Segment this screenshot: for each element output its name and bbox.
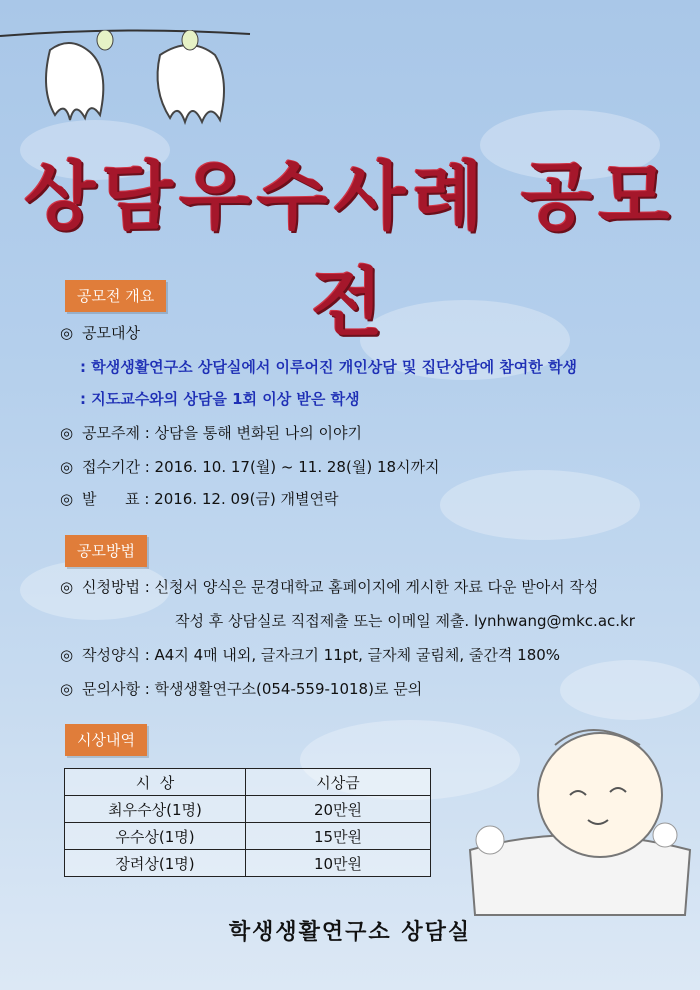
announce-row: ◎ 발 표 : 2016. 12. 09(금) 개별연락 <box>60 490 339 508</box>
contact-row: ◎ 문의사항 : 학생생활연구소(054-559-1018)로 문의 <box>60 680 423 698</box>
bullet-icon: ◎ <box>60 490 74 508</box>
awards-table <box>64 768 431 877</box>
apply-row-continued: 작성 후 상담실로 직접제출 또는 이메일 제출. lynhwang@mkc.ac.kr <box>175 612 635 630</box>
table-header: 시상금 <box>246 769 431 796</box>
period-row: ◎ 접수기간 : 2016. 10. 17(월) ~ 11. 28(월) 18시까지 <box>60 458 440 476</box>
award-name: 최우수상(1명) <box>65 796 246 823</box>
award-prize: 20만원 <box>246 796 431 823</box>
award-prize: 10만원 <box>246 850 431 877</box>
award-prize: 15만원 <box>246 823 431 850</box>
award-name: 우수상(1명) <box>65 823 246 850</box>
target-item: : 지도교수와의 상담을 1회 이상 받은 학생 <box>80 390 360 408</box>
bullet-icon: ◎ <box>60 578 74 596</box>
baby-bath-illustration <box>450 700 700 920</box>
table-row <box>65 850 431 877</box>
footer-organization: 학생생활연구소 상담실 <box>228 920 472 945</box>
section-label-overview: 공모전 개요 <box>65 280 166 312</box>
bullet-icon: ◎ <box>60 324 74 342</box>
bullet-icon: ◎ <box>60 458 74 476</box>
target-row: ◎ 공모대상 <box>60 324 140 342</box>
table-row <box>65 823 431 850</box>
table-header: 시 상 <box>65 769 246 796</box>
hanging-ghost-illustration <box>30 30 260 130</box>
table-row <box>65 796 431 823</box>
bullet-icon: ◎ <box>60 646 74 664</box>
section-label-method: 공모방법 <box>65 535 147 567</box>
bullet-icon: ◎ <box>60 680 74 698</box>
apply-row: ◎ 신청방법 : 신청서 양식은 문경대학교 홈페이지에 게시한 자료 다운 받아서 작성 <box>60 578 599 596</box>
bullet-icon: ◎ <box>60 424 74 442</box>
section-label-awards: 시상내역 <box>65 724 147 756</box>
target-item: : 학생생활연구소 상담실에서 이루어진 개인상담 및 집단상담에 참여한 학생 <box>80 358 577 376</box>
format-row: ◎ 작성양식 : A4지 4매 내외, 글자크기 11pt, 글자체 굴림체, 줄간격 180% <box>60 646 561 664</box>
theme-row: ◎ 공모주제 : 상담을 통해 변화된 나의 이야기 <box>60 424 362 442</box>
table-header-row <box>65 769 431 796</box>
page-title: 상담우수사례 공모전 <box>24 154 676 346</box>
award-name: 장려상(1명) <box>65 850 246 877</box>
